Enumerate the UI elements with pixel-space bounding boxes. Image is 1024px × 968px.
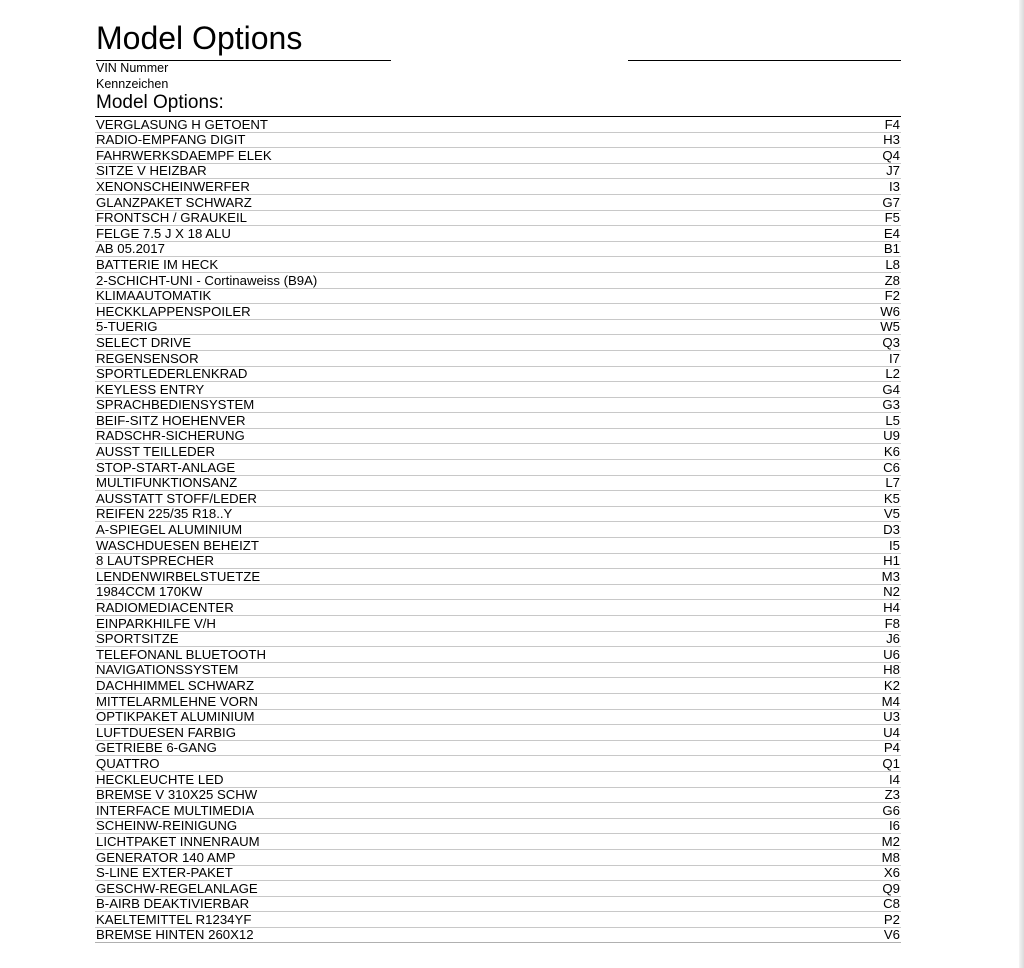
option-name: A-SPIEGEL ALUMINIUM <box>96 522 243 538</box>
option-row <box>95 866 901 882</box>
option-row <box>95 335 901 351</box>
option-name: OPTIKPAKET ALUMINIUM <box>96 709 255 725</box>
vin-label: VIN Nummer <box>96 61 169 75</box>
option-row <box>95 585 901 601</box>
option-name: STOP-START-ANLAGE <box>96 460 236 475</box>
option-code: G4 <box>882 382 900 397</box>
option-name: SPORTLEDERLENKRAD <box>96 366 248 382</box>
option-name: AUSST TEILLEDER <box>96 444 215 460</box>
option-row <box>95 413 901 429</box>
option-row <box>95 647 901 663</box>
option-code: U6 <box>883 647 900 662</box>
option-code: N2 <box>883 584 900 600</box>
option-name: SITZE V HEIZBAR <box>96 163 207 179</box>
option-name: REGENSENSOR <box>96 350 199 366</box>
option-name: LICHTPAKET INNENRAUM <box>96 834 260 849</box>
option-name: MITTELARMLEHNE VORN <box>96 693 258 709</box>
option-row <box>95 881 901 897</box>
option-row <box>95 195 901 211</box>
option-row <box>95 834 901 850</box>
option-row <box>95 522 901 538</box>
option-code: G3 <box>882 397 900 413</box>
option-row <box>95 694 901 710</box>
option-row <box>95 491 901 507</box>
option-name: LUFTDUESEN FARBIG <box>96 725 236 740</box>
option-row <box>95 616 901 632</box>
option-row <box>95 289 901 305</box>
option-row <box>95 819 901 835</box>
option-row <box>95 273 901 289</box>
option-name: MULTIFUNKTIONSANZ <box>96 475 238 491</box>
option-code: H3 <box>883 132 900 148</box>
option-code: P2 <box>883 912 900 927</box>
option-row <box>95 382 901 398</box>
document-title: Model Options <box>96 20 303 56</box>
option-code: G7 <box>882 194 900 210</box>
option-row <box>95 803 901 819</box>
option-name: BATTERIE IM HECK <box>96 257 219 272</box>
option-name: GESCHW-REGELANLAGE <box>96 881 258 896</box>
option-code: P4 <box>883 740 900 756</box>
option-code: V6 <box>883 927 900 943</box>
option-name: XENONSCHEINWERFER <box>96 179 250 194</box>
option-code: L2 <box>885 366 900 382</box>
option-name: B-AIRB DEAKTIVIERBAR <box>96 896 250 912</box>
option-row <box>95 663 901 679</box>
option-name: RADIO-EMPFANG DIGIT <box>96 132 246 148</box>
option-row <box>95 600 901 616</box>
option-row <box>95 133 901 149</box>
title-underline-right <box>628 60 901 61</box>
option-code: M2 <box>881 834 900 849</box>
option-row <box>95 850 901 866</box>
option-code: U9 <box>883 428 900 444</box>
option-name: SPORTSITZE <box>96 631 179 647</box>
option-name: HECKLEUCHTE LED <box>96 771 224 787</box>
option-name: AB 05.2017 <box>96 241 165 257</box>
option-row <box>95 710 901 726</box>
option-row <box>95 725 901 741</box>
option-code: D3 <box>883 522 900 538</box>
option-row <box>95 429 901 445</box>
option-row <box>95 242 901 258</box>
option-row <box>95 211 901 227</box>
option-name: RADSCHR-SICHERUNG <box>96 428 245 444</box>
option-name: DACHHIMMEL SCHWARZ <box>96 678 255 693</box>
option-row <box>95 632 901 648</box>
option-name: KLIMAAUTOMATIK <box>96 288 212 304</box>
option-row <box>95 741 901 757</box>
license-plate-label: Kennzeichen <box>96 77 169 91</box>
option-code: H4 <box>883 600 900 615</box>
option-row <box>95 476 901 492</box>
option-name: SPRACHBEDIENSYSTEM <box>96 397 255 413</box>
option-row <box>95 788 901 804</box>
option-row <box>95 460 901 476</box>
option-name: KAELTEMITTEL R1234YF <box>96 912 252 927</box>
option-name: 1984CCM 170KW <box>96 584 203 600</box>
option-row <box>95 538 901 554</box>
option-row <box>95 164 901 180</box>
option-code: K6 <box>883 444 900 460</box>
section-title: Model Options: <box>96 92 224 113</box>
option-row <box>95 179 901 195</box>
option-row <box>95 444 901 460</box>
option-code: J6 <box>886 631 900 647</box>
option-name: VERGLASUNG H GETOENT <box>96 117 268 132</box>
option-row <box>95 226 901 242</box>
option-row <box>95 569 901 585</box>
option-name: RADIOMEDIACENTER <box>96 600 234 615</box>
option-code: H8 <box>883 662 900 678</box>
option-row <box>95 912 901 928</box>
option-code: Q3 <box>882 335 900 350</box>
option-row <box>95 148 901 164</box>
option-code: J7 <box>886 163 900 179</box>
option-code: W5 <box>880 319 900 335</box>
option-code: L5 <box>885 413 900 428</box>
option-name: 8 LAUTSPRECHER <box>96 553 214 569</box>
option-name: GETRIEBE 6-GANG <box>96 740 217 756</box>
option-name: BEIF-SITZ HOEHENVER <box>96 413 246 428</box>
option-code: I3 <box>889 179 900 194</box>
option-name: QUATTRO <box>96 756 160 771</box>
option-code: Q9 <box>882 881 900 896</box>
option-code: I4 <box>889 771 900 787</box>
option-name: INTERFACE MULTIMEDIA <box>96 803 255 818</box>
option-name: SCHEINW-REINIGUNG <box>96 818 238 834</box>
option-code: F5 <box>884 210 900 226</box>
option-name: WASCHDUESEN BEHEIZT <box>96 538 259 553</box>
option-row <box>95 772 901 788</box>
option-code: F4 <box>884 117 900 132</box>
option-row <box>95 367 901 383</box>
option-code: F2 <box>884 288 900 304</box>
option-name: FELGE 7.5 J X 18 ALU <box>96 226 231 241</box>
option-row <box>95 554 901 570</box>
option-code: H1 <box>883 553 900 569</box>
option-code: K5 <box>883 491 900 506</box>
option-code: U3 <box>883 709 900 725</box>
option-name: BREMSE V 310X25 SCHW <box>96 787 258 803</box>
option-code: Q4 <box>882 148 900 163</box>
option-code: I5 <box>889 538 900 553</box>
option-code: E4 <box>883 226 900 241</box>
option-name: S-LINE EXTER-PAKET <box>96 865 233 881</box>
option-name: GLANZPAKET SCHWARZ <box>96 194 252 210</box>
option-row <box>95 928 901 944</box>
option-code: Z3 <box>884 787 900 803</box>
option-code: W6 <box>880 304 900 319</box>
option-code: M4 <box>881 693 900 709</box>
option-code: U4 <box>883 725 900 740</box>
option-code: X6 <box>883 865 900 881</box>
option-row <box>95 117 901 133</box>
option-code: G6 <box>882 803 900 818</box>
option-row <box>95 897 901 913</box>
option-row <box>95 304 901 320</box>
option-name: BREMSE HINTEN 260X12 <box>96 927 254 943</box>
option-code: L8 <box>885 257 900 272</box>
option-code: C6 <box>883 460 900 475</box>
option-code: M8 <box>881 849 900 865</box>
option-code: I6 <box>889 818 900 834</box>
option-code: B1 <box>883 241 900 257</box>
option-row <box>95 756 901 772</box>
options-table <box>95 116 901 943</box>
option-row <box>95 351 901 367</box>
option-row <box>95 507 901 523</box>
option-code: M3 <box>881 569 900 584</box>
option-name: 2-SCHICHT-UNI - Cortinaweiss (B9A) <box>96 272 318 288</box>
option-code: I7 <box>889 350 900 366</box>
option-code: C8 <box>883 896 900 912</box>
option-code: K2 <box>883 678 900 693</box>
option-row <box>95 257 901 273</box>
option-name: HECKKLAPPENSPOILER <box>96 304 251 319</box>
option-name: EINPARKHILFE V/H <box>96 616 216 631</box>
option-name: KEYLESS ENTRY <box>96 382 205 397</box>
option-name: 5-TUERIG <box>96 319 158 335</box>
option-code: V5 <box>883 506 900 522</box>
option-name: FRONTSCH / GRAUKEIL <box>96 210 247 226</box>
option-name: TELEFONANL BLUETOOTH <box>96 647 267 662</box>
option-name: FAHRWERKSDAEMPF ELEK <box>96 148 272 163</box>
page-edge-shadow <box>1019 0 1024 968</box>
option-name: GENERATOR 140 AMP <box>96 849 236 865</box>
option-name: SELECT DRIVE <box>96 335 192 350</box>
option-name: AUSSTATT STOFF/LEDER <box>96 491 257 506</box>
option-code: F8 <box>884 616 900 631</box>
option-name: NAVIGATIONSSYSTEM <box>96 662 239 678</box>
option-row <box>95 320 901 336</box>
option-code: Z8 <box>884 272 900 288</box>
option-row <box>95 398 901 414</box>
option-code: Q1 <box>882 756 900 771</box>
option-name: REIFEN 225/35 R18..Y <box>96 506 233 522</box>
option-name: LENDENWIRBELSTUETZE <box>96 569 261 584</box>
option-row <box>95 678 901 694</box>
option-code: L7 <box>885 475 900 491</box>
